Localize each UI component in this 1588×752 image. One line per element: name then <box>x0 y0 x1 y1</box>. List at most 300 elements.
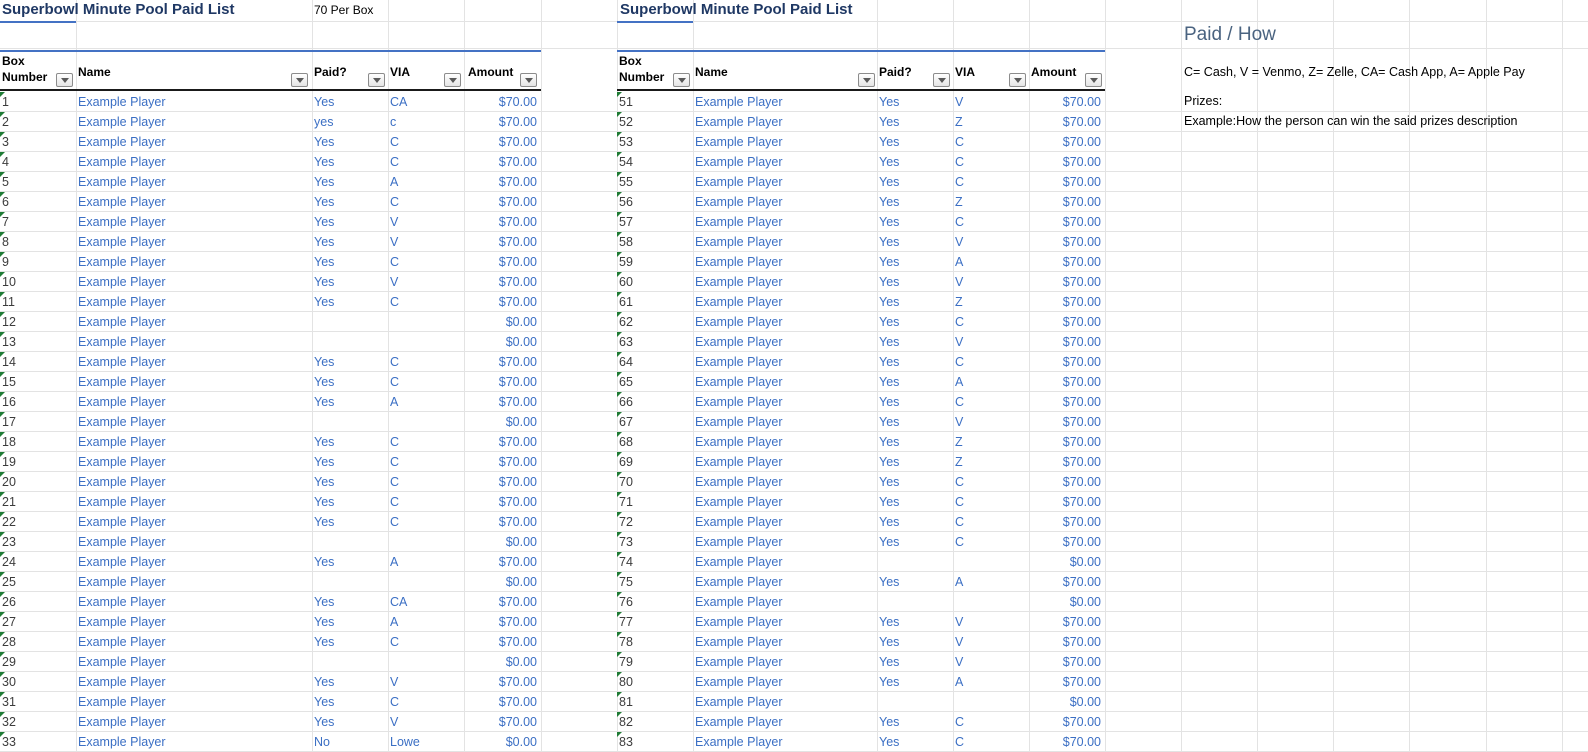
amount-cell[interactable]: $70.00 <box>498 355 537 369</box>
amount-cell[interactable]: $70.00 <box>498 115 537 129</box>
payment-via-cell[interactable]: Z <box>955 435 963 449</box>
payment-via-cell[interactable]: A <box>390 555 399 569</box>
amount-cell[interactable]: $70.00 <box>498 635 537 649</box>
paid-status-cell[interactable]: Yes <box>879 415 900 429</box>
payment-via-cell[interactable] <box>953 692 1031 712</box>
box-number-cell[interactable]: 8 <box>0 232 76 252</box>
box-number-cell[interactable]: 82 <box>617 712 693 732</box>
payment-via-cell[interactable]: V <box>955 95 964 109</box>
player-name-cell[interactable]: Example Player <box>78 155 166 169</box>
paid-status-cell[interactable] <box>877 552 955 572</box>
amount-cell[interactable]: $70.00 <box>1062 655 1101 669</box>
player-name-cell[interactable]: Example Player <box>695 675 783 689</box>
paid-status-cell[interactable]: Yes <box>314 215 335 229</box>
payment-via-cell[interactable]: C <box>390 155 400 169</box>
amount-cell[interactable]: $70.00 <box>1062 455 1101 469</box>
paid-status-cell[interactable]: Yes <box>314 495 335 509</box>
amount-cell[interactable]: $70.00 <box>498 475 537 489</box>
payment-via-cell[interactable]: C <box>955 215 965 229</box>
player-name-cell[interactable]: Example Player <box>695 655 783 669</box>
payment-via-cell[interactable] <box>388 412 466 432</box>
box-number-cell[interactable]: 79 <box>617 652 693 672</box>
player-name-cell[interactable]: Example Player <box>78 215 166 229</box>
payment-via-cell[interactable]: C <box>955 315 965 329</box>
payment-via-cell[interactable]: C <box>955 175 965 189</box>
payment-via-cell[interactable]: V <box>955 235 964 249</box>
player-name-cell[interactable]: Example Player <box>78 235 166 249</box>
header-amount[interactable] <box>1029 50 1105 90</box>
payment-via-cell[interactable]: V <box>390 235 399 249</box>
amount-cell[interactable]: $70.00 <box>498 455 537 469</box>
box-number-cell[interactable]: 53 <box>617 132 693 152</box>
box-number-cell[interactable]: 77 <box>617 612 693 632</box>
box-number-cell[interactable]: 24 <box>0 552 76 572</box>
box-number-cell[interactable]: 2 <box>0 112 76 132</box>
amount-cell[interactable]: $0.00 <box>505 655 537 669</box>
amount-cell[interactable]: $70.00 <box>498 95 537 109</box>
paid-status-cell[interactable]: Yes <box>879 655 900 669</box>
box-number-cell[interactable]: 10 <box>0 272 76 292</box>
paid-status-cell[interactable]: Yes <box>879 115 900 129</box>
player-name-cell[interactable]: Example Player <box>695 155 783 169</box>
player-name-cell[interactable]: Example Player <box>695 635 783 649</box>
paid-status-cell[interactable]: No <box>314 735 330 749</box>
player-name-cell[interactable]: Example Player <box>78 695 166 709</box>
paid-status-cell[interactable]: Yes <box>879 355 900 369</box>
paid-status-cell[interactable]: Yes <box>314 175 335 189</box>
amount-cell[interactable]: $70.00 <box>498 695 537 709</box>
payment-via-cell[interactable]: C <box>390 135 400 149</box>
payment-via-cell[interactable]: V <box>390 715 399 729</box>
header-name[interactable] <box>693 50 877 90</box>
amount-cell[interactable]: $70.00 <box>1062 735 1101 749</box>
player-name-cell[interactable]: Example Player <box>695 235 783 249</box>
amount-cell[interactable]: $70.00 <box>1062 615 1101 629</box>
payment-via-cell[interactable]: A <box>390 175 399 189</box>
paid-status-cell[interactable] <box>312 412 390 432</box>
payment-via-cell[interactable]: V <box>390 275 399 289</box>
header-name[interactable] <box>76 50 312 90</box>
amount-cell[interactable]: $70.00 <box>1062 175 1101 189</box>
paid-status-cell[interactable] <box>877 592 955 612</box>
paid-status-cell[interactable]: Yes <box>314 515 335 529</box>
paid-status-cell[interactable]: Yes <box>314 95 335 109</box>
box-number-cell[interactable]: 14 <box>0 352 76 372</box>
box-number-cell[interactable]: 17 <box>0 412 76 432</box>
payment-via-cell[interactable] <box>953 552 1031 572</box>
amount-cell[interactable]: $0.00 <box>505 575 537 589</box>
payment-via-cell[interactable]: C <box>955 395 965 409</box>
amount-cell[interactable]: $70.00 <box>1062 375 1101 389</box>
amount-cell[interactable]: $70.00 <box>498 175 537 189</box>
amount-cell[interactable]: $70.00 <box>1062 155 1101 169</box>
player-name-cell[interactable]: Example Player <box>695 555 783 569</box>
payment-via-cell[interactable]: C <box>955 155 965 169</box>
filter-dropdown-icon[interactable] <box>858 73 875 87</box>
player-name-cell[interactable]: Example Player <box>78 535 166 549</box>
payment-via-cell[interactable] <box>388 652 466 672</box>
player-name-cell[interactable]: Example Player <box>695 175 783 189</box>
player-name-cell[interactable]: Example Player <box>78 295 166 309</box>
payment-via-cell[interactable]: A <box>955 375 964 389</box>
box-number-cell[interactable]: 62 <box>617 312 693 332</box>
paid-status-cell[interactable]: Yes <box>314 635 335 649</box>
player-name-cell[interactable]: Example Player <box>695 475 783 489</box>
player-name-cell[interactable]: Example Player <box>695 335 783 349</box>
box-number-cell[interactable]: 1 <box>0 92 76 112</box>
payment-via-cell[interactable]: C <box>390 195 400 209</box>
amount-cell[interactable]: $70.00 <box>1062 415 1101 429</box>
payment-via-cell[interactable]: C <box>955 515 965 529</box>
player-name-cell[interactable]: Example Player <box>78 515 166 529</box>
box-number-cell[interactable]: 29 <box>0 652 76 672</box>
player-name-cell[interactable]: Example Player <box>78 595 166 609</box>
filter-dropdown-icon[interactable] <box>291 73 308 87</box>
payment-via-cell[interactable]: C <box>390 515 400 529</box>
amount-cell[interactable]: $70.00 <box>498 615 537 629</box>
paid-status-cell[interactable]: Yes <box>314 275 335 289</box>
box-number-cell[interactable]: 72 <box>617 512 693 532</box>
box-number-cell[interactable]: 31 <box>0 692 76 712</box>
filter-dropdown-icon[interactable] <box>368 73 385 87</box>
payment-via-cell[interactable]: V <box>955 615 964 629</box>
paid-status-cell[interactable]: Yes <box>314 155 335 169</box>
amount-cell[interactable]: $70.00 <box>1062 315 1101 329</box>
box-number-cell[interactable]: 27 <box>0 612 76 632</box>
payment-via-cell[interactable]: C <box>955 535 965 549</box>
payment-via-cell[interactable]: A <box>390 615 399 629</box>
box-number-cell[interactable]: 32 <box>0 712 76 732</box>
paid-status-cell[interactable]: Yes <box>879 435 900 449</box>
payment-via-cell[interactable]: V <box>390 675 399 689</box>
amount-cell[interactable]: $70.00 <box>1062 215 1101 229</box>
player-name-cell[interactable]: Example Player <box>78 735 166 749</box>
box-number-cell[interactable]: 9 <box>0 252 76 272</box>
paid-status-cell[interactable]: Yes <box>879 295 900 309</box>
payment-via-cell[interactable]: c <box>390 115 397 129</box>
box-number-cell[interactable]: 63 <box>617 332 693 352</box>
paid-status-cell[interactable]: Yes <box>879 335 900 349</box>
payment-via-cell[interactable]: V <box>955 275 964 289</box>
paid-status-cell[interactable]: Yes <box>314 135 335 149</box>
player-name-cell[interactable]: Example Player <box>78 655 166 669</box>
player-name-cell[interactable]: Example Player <box>695 415 783 429</box>
box-number-cell[interactable]: 25 <box>0 572 76 592</box>
prizes-label[interactable]: Prizes: <box>1184 94 1223 108</box>
paid-status-cell[interactable]: Yes <box>879 395 900 409</box>
box-number-cell[interactable]: 76 <box>617 592 693 612</box>
box-number-cell[interactable]: 61 <box>617 292 693 312</box>
player-name-cell[interactable]: Example Player <box>695 575 783 589</box>
payment-via-cell[interactable]: Lowe <box>390 735 420 749</box>
box-number-cell[interactable]: 60 <box>617 272 693 292</box>
box-number-cell[interactable]: 64 <box>617 352 693 372</box>
amount-cell[interactable]: $70.00 <box>498 275 537 289</box>
box-number-cell[interactable]: 83 <box>617 732 693 752</box>
amount-cell[interactable]: $70.00 <box>498 555 537 569</box>
payment-via-cell[interactable]: C <box>390 635 400 649</box>
paid-status-cell[interactable]: Yes <box>879 235 900 249</box>
header-box-number[interactable] <box>617 50 693 90</box>
paid-status-cell[interactable]: Yes <box>314 715 335 729</box>
payment-via-cell[interactable]: A <box>955 575 964 589</box>
amount-cell[interactable]: $0.00 <box>505 335 537 349</box>
payment-via-cell[interactable] <box>388 332 466 352</box>
header-box-number[interactable] <box>0 50 76 90</box>
amount-cell[interactable]: $70.00 <box>1062 715 1101 729</box>
box-number-cell[interactable]: 30 <box>0 672 76 692</box>
filter-dropdown-icon[interactable] <box>520 73 537 87</box>
player-name-cell[interactable]: Example Player <box>695 135 783 149</box>
player-name-cell[interactable]: Example Player <box>78 355 166 369</box>
player-name-cell[interactable]: Example Player <box>695 375 783 389</box>
box-number-cell[interactable]: 5 <box>0 172 76 192</box>
paid-status-cell[interactable]: Yes <box>314 235 335 249</box>
paid-status-cell[interactable]: Yes <box>879 535 900 549</box>
box-number-cell[interactable]: 23 <box>0 532 76 552</box>
player-name-cell[interactable]: Example Player <box>695 515 783 529</box>
amount-cell[interactable]: $70.00 <box>498 675 537 689</box>
amount-cell[interactable]: $70.00 <box>498 135 537 149</box>
payment-via-cell[interactable]: C <box>390 295 400 309</box>
paid-status-cell[interactable]: Yes <box>314 555 335 569</box>
paid-status-cell[interactable]: Yes <box>314 595 335 609</box>
paid-status-cell[interactable]: Yes <box>879 255 900 269</box>
per-box-note[interactable]: 70 Per Box <box>314 3 374 17</box>
amount-cell[interactable]: $70.00 <box>1062 635 1101 649</box>
amount-cell[interactable]: $0.00 <box>1069 695 1101 709</box>
amount-cell[interactable]: $70.00 <box>498 255 537 269</box>
paid-status-cell[interactable]: Yes <box>879 155 900 169</box>
paid-status-cell[interactable]: Yes <box>879 635 900 649</box>
amount-cell[interactable]: $70.00 <box>498 235 537 249</box>
player-name-cell[interactable]: Example Player <box>78 95 166 109</box>
box-number-cell[interactable]: 51 <box>617 92 693 112</box>
box-number-cell[interactable]: 28 <box>0 632 76 652</box>
paid-status-cell[interactable]: Yes <box>879 675 900 689</box>
player-name-cell[interactable]: Example Player <box>78 475 166 489</box>
box-number-cell[interactable]: 55 <box>617 172 693 192</box>
amount-cell[interactable]: $70.00 <box>1062 335 1101 349</box>
header-via[interactable] <box>953 50 1029 90</box>
box-number-cell[interactable]: 19 <box>0 452 76 472</box>
amount-cell[interactable]: $70.00 <box>1062 395 1101 409</box>
payment-via-cell[interactable]: C <box>390 695 400 709</box>
box-number-cell[interactable]: 58 <box>617 232 693 252</box>
box-number-cell[interactable]: 11 <box>0 292 76 312</box>
box-number-cell[interactable]: 52 <box>617 112 693 132</box>
amount-cell[interactable]: $0.00 <box>1069 555 1101 569</box>
paid-status-cell[interactable]: Yes <box>314 295 335 309</box>
paid-status-cell[interactable]: Yes <box>879 175 900 189</box>
player-name-cell[interactable]: Example Player <box>78 255 166 269</box>
paid-status-cell[interactable] <box>877 692 955 712</box>
box-number-cell[interactable]: 57 <box>617 212 693 232</box>
box-number-cell[interactable]: 12 <box>0 312 76 332</box>
amount-cell[interactable]: $70.00 <box>498 715 537 729</box>
player-name-cell[interactable]: Example Player <box>78 635 166 649</box>
filter-dropdown-icon[interactable] <box>444 73 461 87</box>
player-name-cell[interactable]: Example Player <box>78 675 166 689</box>
legend-codes[interactable]: C= Cash, V = Venmo, Z= Zelle, CA= Cash App, A= Apple Pay <box>1184 65 1525 79</box>
player-name-cell[interactable]: Example Player <box>78 415 166 429</box>
header-paid[interactable] <box>312 50 388 90</box>
legend-title[interactable]: Paid / How <box>1184 24 1276 45</box>
payment-via-cell[interactable] <box>388 532 466 552</box>
paid-status-cell[interactable]: Yes <box>314 195 335 209</box>
box-number-cell[interactable]: 75 <box>617 572 693 592</box>
paid-status-cell[interactable]: Yes <box>879 615 900 629</box>
amount-cell[interactable]: $70.00 <box>1062 675 1101 689</box>
player-name-cell[interactable]: Example Player <box>695 95 783 109</box>
filter-dropdown-icon[interactable] <box>933 73 950 87</box>
paid-status-cell[interactable]: Yes <box>879 475 900 489</box>
amount-cell[interactable]: $70.00 <box>498 495 537 509</box>
player-name-cell[interactable]: Example Player <box>78 395 166 409</box>
paid-status-cell[interactable]: Yes <box>314 455 335 469</box>
amount-cell[interactable]: $70.00 <box>1062 255 1101 269</box>
player-name-cell[interactable]: Example Player <box>695 295 783 309</box>
player-name-cell[interactable]: Example Player <box>695 275 783 289</box>
filter-dropdown-icon[interactable] <box>56 73 73 87</box>
payment-via-cell[interactable]: C <box>955 735 965 749</box>
box-number-cell[interactable]: 67 <box>617 412 693 432</box>
paid-status-cell[interactable]: Yes <box>314 255 335 269</box>
paid-status-cell[interactable]: Yes <box>879 575 900 589</box>
player-name-cell[interactable]: Example Player <box>695 535 783 549</box>
box-number-cell[interactable]: 69 <box>617 452 693 472</box>
header-amount[interactable] <box>464 50 541 90</box>
amount-cell[interactable]: $0.00 <box>505 735 537 749</box>
amount-cell[interactable]: $70.00 <box>498 155 537 169</box>
player-name-cell[interactable]: Example Player <box>78 715 166 729</box>
player-name-cell[interactable]: Example Player <box>78 175 166 189</box>
filter-dropdown-icon[interactable] <box>1009 73 1026 87</box>
box-number-cell[interactable]: 81 <box>617 692 693 712</box>
payment-via-cell[interactable]: CA <box>390 595 408 609</box>
player-name-cell[interactable]: Example Player <box>78 375 166 389</box>
player-name-cell[interactable]: Example Player <box>695 215 783 229</box>
payment-via-cell[interactable]: C <box>955 715 965 729</box>
box-number-cell[interactable]: 22 <box>0 512 76 532</box>
box-number-cell[interactable]: 6 <box>0 192 76 212</box>
paid-status-cell[interactable]: Yes <box>314 355 335 369</box>
payment-via-cell[interactable]: C <box>390 355 400 369</box>
box-number-cell[interactable]: 54 <box>617 152 693 172</box>
player-name-cell[interactable]: Example Player <box>695 715 783 729</box>
payment-via-cell[interactable]: Z <box>955 115 963 129</box>
payment-via-cell[interactable]: A <box>390 395 399 409</box>
box-number-cell[interactable]: 68 <box>617 432 693 452</box>
paid-status-cell[interactable]: Yes <box>879 275 900 289</box>
player-name-cell[interactable]: Example Player <box>695 395 783 409</box>
box-number-cell[interactable]: 3 <box>0 132 76 152</box>
player-name-cell[interactable]: Example Player <box>695 355 783 369</box>
box-number-cell[interactable]: 13 <box>0 332 76 352</box>
player-name-cell[interactable]: Example Player <box>78 615 166 629</box>
player-name-cell[interactable]: Example Player <box>78 575 166 589</box>
player-name-cell[interactable]: Example Player <box>695 495 783 509</box>
payment-via-cell[interactable]: C <box>390 255 400 269</box>
payment-via-cell[interactable]: V <box>955 655 964 669</box>
paid-status-cell[interactable]: yes <box>314 115 334 129</box>
amount-cell[interactable]: $70.00 <box>1062 235 1101 249</box>
amount-cell[interactable]: $70.00 <box>1062 95 1101 109</box>
amount-cell[interactable]: $70.00 <box>498 595 537 609</box>
payment-via-cell[interactable]: C <box>955 135 965 149</box>
payment-via-cell[interactable]: C <box>955 475 965 489</box>
header-paid[interactable] <box>877 50 953 90</box>
amount-cell[interactable]: $70.00 <box>1062 435 1101 449</box>
paid-status-cell[interactable]: Yes <box>314 615 335 629</box>
amount-cell[interactable]: $70.00 <box>1062 535 1101 549</box>
amount-cell[interactable]: $70.00 <box>1062 355 1101 369</box>
player-name-cell[interactable]: Example Player <box>695 735 783 749</box>
filter-dropdown-icon[interactable] <box>1085 73 1102 87</box>
amount-cell[interactable]: $70.00 <box>1062 475 1101 489</box>
payment-via-cell[interactable]: Z <box>955 195 963 209</box>
payment-via-cell[interactable]: C <box>390 435 400 449</box>
payment-via-cell[interactable]: CA <box>390 95 408 109</box>
paid-status-cell[interactable] <box>312 652 390 672</box>
player-name-cell[interactable]: Example Player <box>78 195 166 209</box>
paid-status-cell[interactable] <box>312 332 390 352</box>
payment-via-cell[interactable]: C <box>955 495 965 509</box>
amount-cell[interactable]: $0.00 <box>505 315 537 329</box>
box-number-cell[interactable]: 70 <box>617 472 693 492</box>
payment-via-cell[interactable]: Z <box>955 455 963 469</box>
player-name-cell[interactable]: Example Player <box>78 275 166 289</box>
filter-dropdown-icon[interactable] <box>673 73 690 87</box>
payment-via-cell[interactable]: V <box>390 215 399 229</box>
player-name-cell[interactable]: Example Player <box>78 335 166 349</box>
player-name-cell[interactable]: Example Player <box>78 315 166 329</box>
player-name-cell[interactable]: Example Player <box>695 255 783 269</box>
player-name-cell[interactable]: Example Player <box>78 135 166 149</box>
payment-via-cell[interactable]: V <box>955 415 964 429</box>
payment-via-cell[interactable]: A <box>955 675 964 689</box>
amount-cell[interactable]: $70.00 <box>498 395 537 409</box>
box-number-cell[interactable]: 33 <box>0 732 76 752</box>
player-name-cell[interactable]: Example Player <box>695 435 783 449</box>
amount-cell[interactable]: $70.00 <box>498 195 537 209</box>
paid-status-cell[interactable]: Yes <box>879 215 900 229</box>
payment-via-cell[interactable]: C <box>390 455 400 469</box>
paid-status-cell[interactable]: Yes <box>314 435 335 449</box>
box-number-cell[interactable]: 7 <box>0 212 76 232</box>
paid-status-cell[interactable]: Yes <box>314 675 335 689</box>
box-number-cell[interactable]: 20 <box>0 472 76 492</box>
box-number-cell[interactable]: 65 <box>617 372 693 392</box>
payment-via-cell[interactable] <box>953 592 1031 612</box>
amount-cell[interactable]: $70.00 <box>1062 575 1101 589</box>
paid-status-cell[interactable]: Yes <box>879 135 900 149</box>
player-name-cell[interactable]: Example Player <box>78 495 166 509</box>
paid-status-cell[interactable]: Yes <box>879 95 900 109</box>
box-number-cell[interactable]: 15 <box>0 372 76 392</box>
player-name-cell[interactable]: Example Player <box>78 435 166 449</box>
amount-cell[interactable]: $70.00 <box>498 515 537 529</box>
paid-status-cell[interactable]: Yes <box>879 375 900 389</box>
box-number-cell[interactable]: 26 <box>0 592 76 612</box>
box-number-cell[interactable]: 16 <box>0 392 76 412</box>
player-name-cell[interactable]: Example Player <box>78 455 166 469</box>
box-number-cell[interactable]: 21 <box>0 492 76 512</box>
paid-status-cell[interactable]: Yes <box>879 195 900 209</box>
payment-via-cell[interactable] <box>388 572 466 592</box>
amount-cell[interactable]: $70.00 <box>1062 295 1101 309</box>
box-number-cell[interactable]: 59 <box>617 252 693 272</box>
